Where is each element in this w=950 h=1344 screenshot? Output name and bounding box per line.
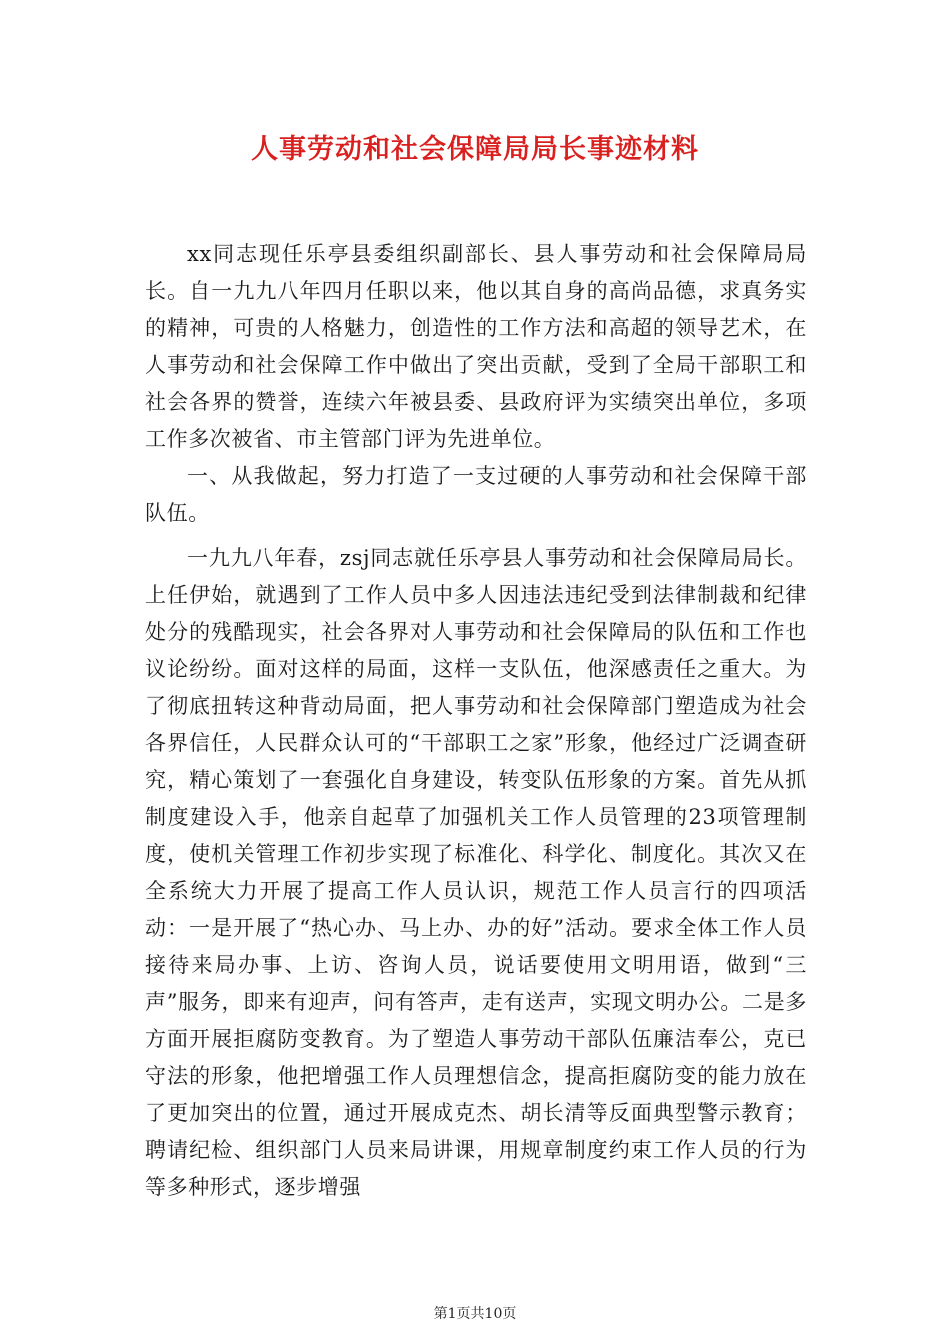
section-heading: 一、从我做起，努力打造了一支过硬的人事劳动和社会保障干部队伍。 bbox=[145, 464, 807, 525]
page-number: 第1页共10页 bbox=[433, 1306, 517, 1322]
paragraph-body: 一九九八年春，zsj同志就任乐亭县人事劳动和社会保障局局长。上任伊始，就遇到了工作人员中多人因违法违纪受到法律制裁和纪律处分的残酷现实，社会各界对人事劳动和社会保障局的队伍和工作也议论纷纷。面对这样的局面，这样一支队伍，他深感责任之重大。为了彻底扭转这种背动局面，把人事劳动和社会保障部门塑造成为社会各界信任，人民群众认可的“干部职工之家”形象，他经过广泛调查研究，精心策划了一套强化自身建设，转变队伍形象的方案。首先从抓制度建设入手，他亲自起草了加强机关工作人员管理的23项管理制度，使机关管理工作初步实现了标准化、科学化、制度化。其次又在全系统大力开展了提高工作人员认识，规范工作人员言行的四项活动：一是开展了“热心办、马上办、办的好”活动。要求全体工作人员接待来局办事、上访、咨询人员，说话要使用文明用语，做到“三声”服务，即来有迎声，问有答声，走有送声，实现文明办公。二是多方面开展拒腐防变教育。为了塑造人事劳动干部队伍廉洁奉公，克已守法的形象，他把增强工作人员理想信念，提高拒腐防变的能力放在了更加突出的位置，通过开展成克杰、胡长清等反面典型警示教育；聘请纪检、组织部门人员来局讲课，用规章制度约束工作人员的行为等多种形式，逐步增强 bbox=[145, 546, 807, 1199]
paragraph-intro: xx同志现任乐亭县委组织副部长、县人事劳动和社会保障局局长。自一九九八年四月任职以来，他以其自身的高尚品德，求真务实的精神，可贵的人格魅力，创造性的工作方法和高超的领导艺术，在人事劳动和社会保障工作中做出了突出贡献，受到了全局干部职工和社会各界的赞誉，连续六年被县委、县政府评为实绩突出单位，多项工作多次被省、市主管部门评为先进单位。 bbox=[145, 242, 807, 451]
document-title: 人事劳动和社会保障局局长事迹材料 bbox=[251, 134, 699, 165]
document-body bbox=[145, 236, 807, 1206]
